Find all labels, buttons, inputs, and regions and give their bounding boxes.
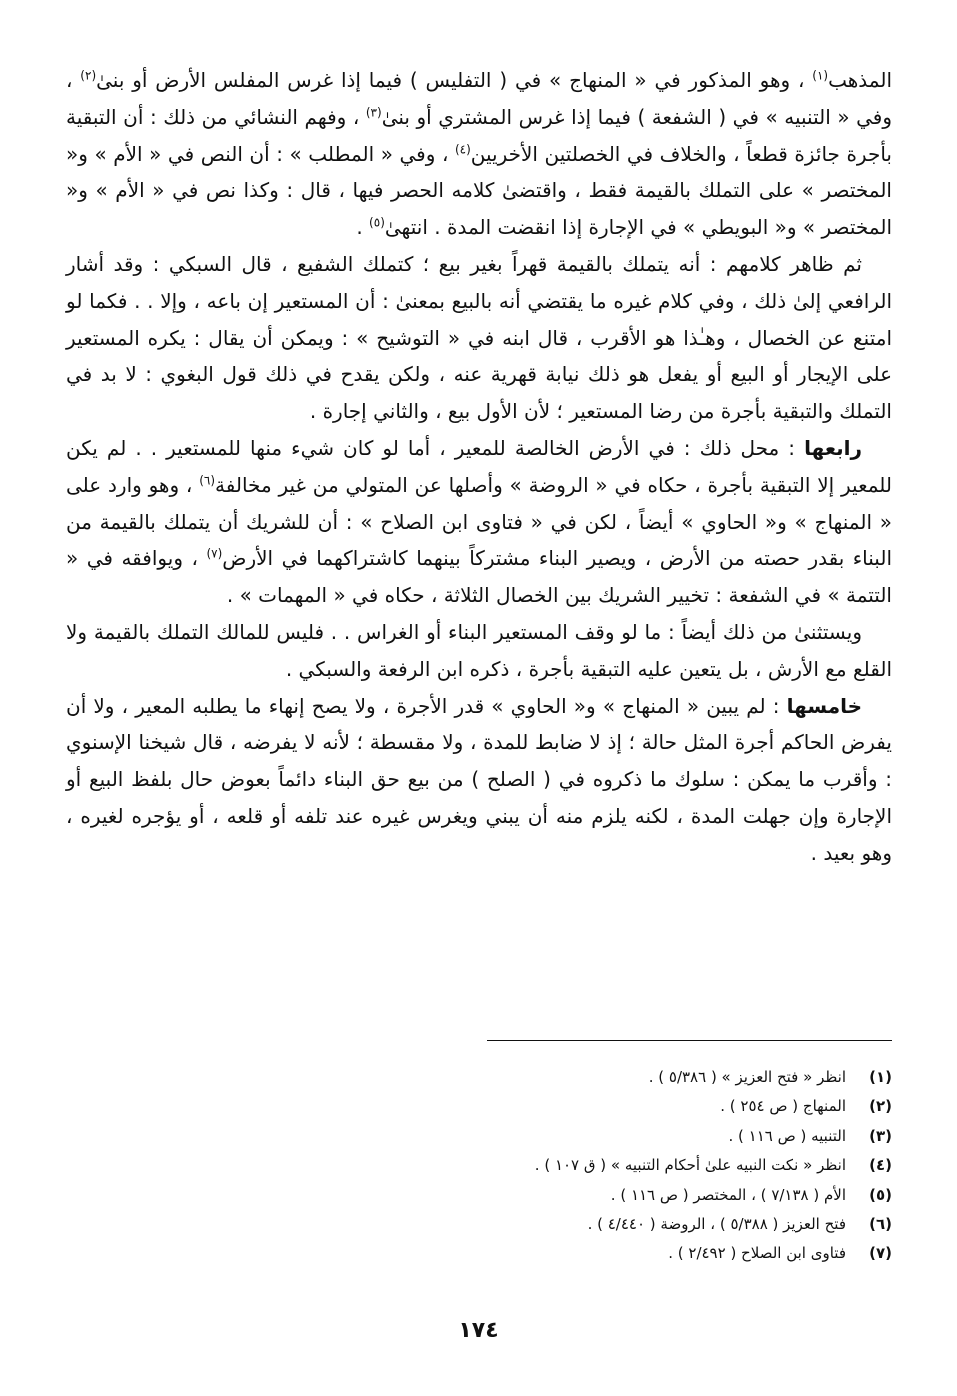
text-run: : محل ذلك : في الأرض الخالصة للمعير ، أما لو كان شيء منها للمستعير . . لم يكن للمعير إلا التبقية بأجرة ، حكاه في « الروضة » وأصلها عن المتولي من غير مخالفة <box>66 435 892 497</box>
footnote-number: (١) <box>869 1068 892 1086</box>
text-run: ، ويوافقه في « التتمة » في الشفعة : تخيير الشريك بين الخصال الثلاثة ، حكاه في « المهمات » . <box>66 546 892 608</box>
main-text <box>66 62 892 872</box>
footnote-text: انظر « نكت النبيه علىٰ أحكام التنبيه » ( ق ١٠٧ ) . <box>534 1156 846 1175</box>
footnote-reference: (٤) <box>454 141 471 156</box>
footnote-item <box>330 1151 892 1180</box>
text-run: . <box>356 215 370 240</box>
footnote-item <box>330 1092 892 1121</box>
footnote-item <box>330 1122 892 1151</box>
footnote-item <box>330 1181 892 1210</box>
footnote-text: المنهاج ( ص ٢٥٤ ) . <box>720 1097 846 1116</box>
footnote-number: (٥) <box>869 1185 892 1204</box>
text-run: ، وهو المذكور في « المنهاج » في ( التفليس ) فيما إذا غرس المفلس الأرض أو بنىٰ <box>96 68 813 92</box>
footnote-reference: (١) <box>812 68 829 83</box>
footnote-reference: (٧) <box>206 546 223 561</box>
paragraph-lead-word: رابعها <box>804 435 862 460</box>
footnote-text: فتح العزيز ( ٥/٣٨٨ ) ، الروضة ( ٤/٤٤٠ ) . <box>587 1215 846 1234</box>
paragraph-p4 <box>66 614 892 688</box>
footnote-separator <box>487 1040 892 1041</box>
text-run: ، وفي « المطلب » : أن النص في « الأم » و« المختصر » على التملك بالقيمة فقط ، واقتضىٰ كلامه الحصر فيها ، قال : وكذا نص في « الأم » و« المختصر » و« البويطي » في الإجارة إذا انقضت المدة . انتهىٰ <box>66 141 892 240</box>
paragraph-lead-word: خامسها <box>786 693 862 718</box>
text-run: المذهب <box>828 68 893 92</box>
footnote-reference: (٣) <box>365 105 382 120</box>
footnote-text: التنبيه ( ص ١١٦ ) . <box>728 1126 846 1145</box>
footnote-number: (٤) <box>869 1156 892 1175</box>
footnote-item <box>330 1063 892 1092</box>
text-run: : لم يبين « المنهاج » و« الحاوي » قدر الأجرة ، ولا يصح إنهاء ما يطلبه المعير ، ولا أن يفرض الحاكم أجرة المثل حالة ؛ إذ لا ضابط للمدة ، ولا مقسطة ؛ لأنه لا يفرضه ، قال شيخنا الإسنوي : وأقرب ما يمكن : سلوك ما ذكروه في ( الصلح ) من بيع حق البناء دائماً بعوض حال بلفظ البيع أو الإجارة وإن جهلت المدة ، لكنه يلزم منه أن يبني ويغرس غيره عند تلفه أو قلعه ، أو يؤجره لغيره ، وهو بعيد . <box>66 693 892 865</box>
text-run: ، وفهم النشائي من ذلك : أن التبقية بأجرة جائزة قطعاً ، والخلاف في الخصلتين الأخريين <box>66 104 892 166</box>
paragraph-p2 <box>66 246 892 430</box>
text-run: ، وفي « التنبيه » في ( الشفعة ) فيما إذا غرس المشتري أو بنىٰ <box>66 68 892 129</box>
footnote-item <box>330 1210 892 1239</box>
footnote-number: (٦) <box>869 1215 892 1234</box>
footnote-number: (٣) <box>869 1126 892 1145</box>
text-run: ويستثنىٰ من ذلك أيضاً : ما لو وقف المستعير البناء أو الغراس . . فليس للمالك التملك بالقيمة ولا القلع مع الأرش ، بل يتعين عليه التبقية بأجرة ، ذكره ابن الرفعة والسبكي . <box>66 619 892 681</box>
page-number: ١٧٤ <box>458 1318 499 1343</box>
footnote-text: فتاوى ابن الصلاح ( ٢/٤٩٢ ) . <box>668 1244 846 1263</box>
footnote-reference: (٢) <box>80 68 97 83</box>
footnote-reference: (٥) <box>369 215 385 230</box>
footnote-text: الأم ( ٧/١٣٨ ) ، المختصر ( ص ١١٦ ) . <box>610 1185 846 1204</box>
footnote-number: (٧) <box>869 1244 892 1263</box>
footnote-reference: (٦) <box>199 473 216 488</box>
paragraph-p3 <box>66 430 892 614</box>
text-run: ثم ظاهر كلامهم : أنه يتملك بالقيمة قهراً بغير بيع ؛ كتملك الشفيع ، قال السبكي : وقد أشار الرافعي إلىٰ ذلك ، وفي كلام غيره ما يقتضي أنه بالبيع بمعنىٰ : أن المستعير إن باعه ، وإلا . . فكما لو امتنع عن الخصال ، وهـٰذا هو الأقرب ، قال ابنه في « التوشيح » : ويمكن أن يقال : يكره المستعير على الإيجار أو البيع أو يفعل هو ذلك نيابة قهرية عنه ، ولكن يقدح في ذلك قول البغوي : لا بد في التملك والتبقية بأجرة من رضا المستعير ؛ لأن الأول بيع ، والثاني إجارة . <box>66 251 892 424</box>
footnotes <box>330 1063 892 1269</box>
footnote-item <box>330 1239 892 1268</box>
paragraph-p1 <box>66 62 892 246</box>
footnote-number: (٢) <box>869 1097 892 1116</box>
footnote-text: انظر « فتح العزيز » ( ٥/٣٨٦ ) . <box>648 1068 846 1086</box>
text-run: ، وهو وارد على « المنهاج » و« الحاوي » أيضاً ، لكن في « فتاوى ابن الصلاح » : أن للشريك أن يتملك بالقيمة من البناء بقدر حصته من الأرض ، ويصير البناء مشتركاً بينهما كاشتراكهما في الأرض <box>66 472 892 571</box>
page-body <box>66 62 892 872</box>
paragraph-p5 <box>66 688 892 872</box>
